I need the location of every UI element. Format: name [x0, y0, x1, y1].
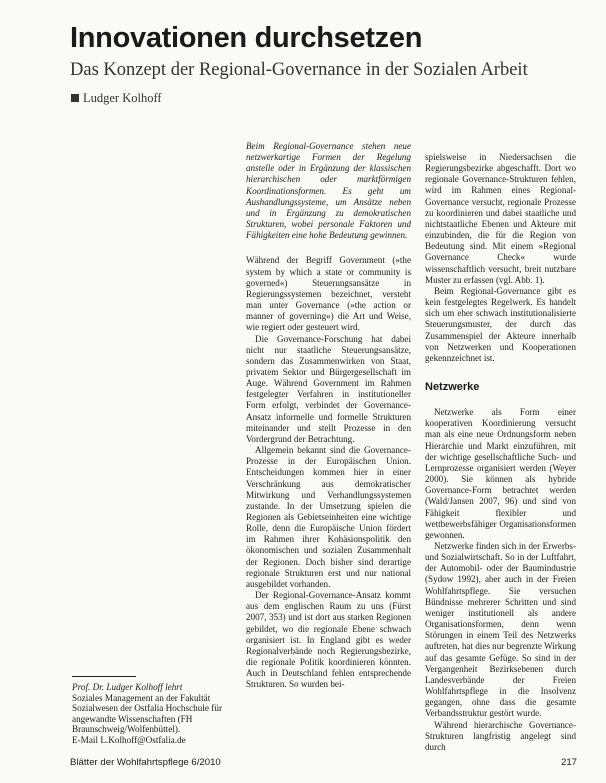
page-number: 217 — [561, 757, 578, 768]
lead-paragraph: Beim Regional-Governance stehen neue netzwerkartige Formen der Regelung anstelle oder in Ergänzung der klassischen hierarchischen oder marktförmigen Koordinationsformen. Es geht um Aushandlungssysteme, um Ansätze neben und in Ergänzung zu demokratischen Strukturen, wobei personale Faktoren und Fähigkeiten eine hohe Bedeutung gewinnen. — [246, 141, 411, 241]
bio-name: Prof. Dr. Ludger Kolhoff lehrt — [72, 682, 183, 692]
section-heading: Netzwerke — [425, 380, 480, 393]
body-paragraph: Allgemein bekannt sind die Governance-Prozesse in der Europäischen Union. Entscheidungen kommen hier in einer Verschränkung aus demokratischer Mitwirkung und Verhandlungssystemen zustande. In der Umsetzung spielen die Regionen als Gebietseinheiten eine wichtige Rolle, denn die Europäische Union fördert im Rahmen ihrer Kohäsionspolitik den ökonomischen und sozialen Zusammenhalt der Regionen. Doch bisher sind derartige regionale Strukturen erst und nur national ausgebildet vorhanden. — [246, 445, 411, 589]
body-paragraph: Während der Begriff Government (»the system by which a state or community is governed«) Steuerungsansätze in Regierungssystemen bezeichnet, versteht man unter Governance (»the action or manner of governing«) die Art und Weise, wie regiert oder gesteuert wird. — [246, 255, 411, 333]
author-bio — [72, 682, 230, 745]
square-bullet-icon — [71, 94, 79, 102]
right-column — [425, 152, 576, 753]
body-paragraph: Netzwerke finden sich in der Erwerbs- und Sozialwirtschaft. So in der Luftfahrt, der Automobil- oder der Baumindustrie (Sydow 1992), aber auch in der Freien Wohlfahrtspflege. Sie versuchen Bündnisse mehrerer Schritten und sind weniger institutionell als andere Organisationsformen, denn wenn Störungen in einem Teil des Netzwerks auftreten, hat dies nur begrenzte Wirkung auf das gesamte Gefüge. So sind in der Vergangenheit Bezirksebenen durch Landesverbände der Freien Wohlfahrtspflege in die Insolvenz gegangen, ohne dass die gesamte Verbandsstruktur gestört wurde. — [425, 541, 576, 719]
body-paragraph: Die Governance-Forschung hat dabei nicht nur staatliche Steuerungsansätze, sondern das Zusammenwirken von Staat, privatem Sektor und Bürgergesellschaft im Auge. Während Government im Rahmen festgelegter Verfahren in institutioneller Form erfolgt, verbindet der Governance-Ansatz informelle und formelle Strukturen miteinander und stellt Prozesse in den Vordergrund der Betrachtung. — [246, 333, 411, 444]
bio-divider — [72, 676, 136, 677]
body-paragraph: Beim Regional-Governance gibt es kein festgelegtes Regelwerk. Es handelt sich um eher schwach institutionalisierte Steuerungsmuster, der durch das Zusammenspiel der Akteure innerhalb von Netzwerken und Kooperationen gekennzeichnet ist. — [425, 285, 576, 363]
bio-email: E-Mail L.Kolhoff@Ostfalia.de — [72, 734, 186, 745]
article-subtitle: Das Konzept der Regional-Governance in der Sozialen Arbeit — [70, 60, 528, 80]
body-paragraph: Der Regional-Governance-Ansatz kommt aus dem englischen Raum zu uns (Fürst 2007, 353) und ist dort aus starken Regionen gebildet, wo die regionale Ebene schwach organisiert ist. In England gibt es weder Regionalverbände noch Regierungsbezirke, die regionale Politik koordinieren könnten. Auch in Deutschland fehlen entsprechende Strukturen. So wurden bei- — [246, 590, 411, 690]
article-title: Innovationen durchsetzen — [70, 22, 423, 54]
author-name: Ludger Kolhoff — [83, 91, 162, 105]
body-paragraph: Netzwerke als Form einer kooperativen Koordinierung versucht man als eine neue Ordnungsform neben Hierarchie und Markt einzuführen, mit der wichtige gesellschaftliche Such- und Lernprozesse organisiert werden (Weyer 2000). Sie können als hybride Governance-Form betrachtet werden (Wald/Jansen 2007, 96) und sind von Fähigkeit flexibler und wettbewerbsfähiger Organisationsformen gewonnen. — [425, 407, 576, 540]
body-paragraph: Während hierarchische Governance-Strukturen langfristig angelegt sind durch — [425, 719, 576, 752]
middle-column — [246, 141, 411, 691]
author-line — [71, 91, 162, 106]
body-paragraph: spielsweise in Niedersachsen die Regierungsbezirke abgeschafft. Dort wo regionale Governance-Strukturen fehlen, wird im Rahmen eines Regional-Governance versucht, regionale Prozesse zu koordinieren und dabei staatliche und nichtstaatliche Ebenen und Akteure mit einzubinden, die für die Region von Bedeutung sind. Mit einem »Regional Governance Check« wurde wissenschaftlich versucht, breit nutzbare Muster zu erfassen (vgl. Abb. 1). — [425, 152, 576, 285]
bio-affiliation: Soziales Management an der Fakultät Sozialwesen der Ostfalia Hochschule für angewandte Wissenschaften (FH Braunschweig/Wolfenbüttel). — [72, 692, 223, 734]
journal-footer: Blätter der Wohlfahrtspflege 6/2010 — [70, 757, 221, 768]
